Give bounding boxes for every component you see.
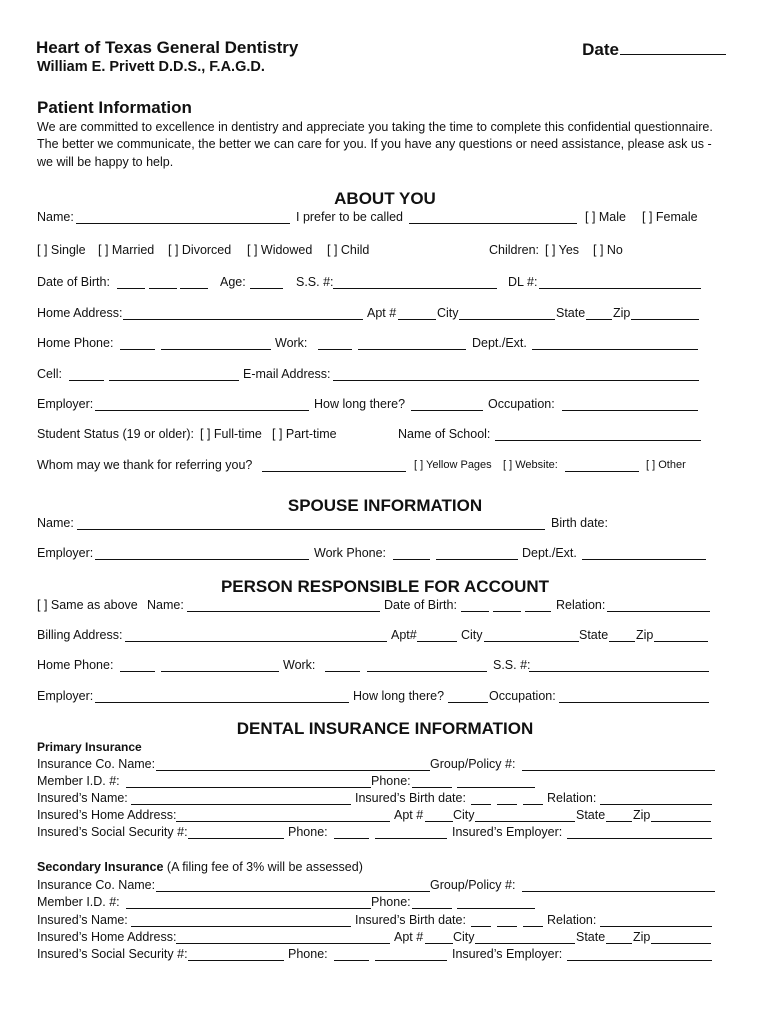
secondary-member-field[interactable] — [126, 895, 371, 909]
primary-co-field[interactable] — [156, 757, 430, 771]
billing-zip-field[interactable] — [654, 628, 708, 642]
billing-city-field[interactable] — [484, 628, 579, 642]
primary-co-label: Insurance Co. Name: — [37, 757, 156, 771]
secondary-birth-day-field[interactable] — [497, 913, 517, 927]
primary-state-label: State — [576, 808, 606, 822]
primary-home-field[interactable] — [176, 808, 390, 822]
city-label: City — [437, 306, 459, 320]
responsible-occupation-field[interactable] — [559, 689, 709, 703]
primary-birth-year-field[interactable] — [523, 791, 543, 805]
apt-field[interactable] — [398, 306, 436, 320]
cell-label: Cell: — [37, 367, 63, 381]
responsible-how-long-field[interactable] — [448, 689, 488, 703]
primary-zip-field[interactable] — [651, 808, 711, 822]
primary-ss-phone-label: Phone: — [288, 825, 328, 839]
secondary-relation-field[interactable] — [600, 913, 712, 927]
how-long-field[interactable] — [411, 397, 483, 411]
responsible-dob-month-field[interactable] — [461, 598, 489, 612]
responsible-work-label: Work: — [283, 658, 316, 672]
secondary-phone-label: Phone: — [371, 895, 411, 909]
primary-zip-label: Zip — [633, 808, 651, 822]
student-label: Student Status (19 or older): — [37, 427, 195, 441]
secondary-state-field[interactable] — [606, 930, 632, 944]
responsible-name-field[interactable] — [187, 598, 380, 612]
dept-field[interactable] — [532, 336, 698, 350]
dob-label: Date of Birth: — [37, 275, 110, 289]
name-field[interactable] — [76, 210, 290, 224]
dob-year-field[interactable] — [180, 275, 208, 289]
name-label: Name: — [37, 210, 74, 224]
billing-apt-label: Apt# — [391, 628, 417, 642]
yellow-pages-checkbox[interactable]: [ ] Yellow Pages — [414, 459, 492, 471]
responsible-how-long-label: How long there? — [353, 689, 445, 703]
primary-relation-label: Relation: — [547, 791, 597, 805]
spouse-dept-field[interactable] — [582, 546, 706, 560]
secondary-co-label: Insurance Co. Name: — [37, 878, 156, 892]
city-field[interactable] — [459, 306, 555, 320]
responsible-ss-field[interactable] — [529, 658, 709, 672]
responsible-dob-label: Date of Birth: — [384, 598, 457, 612]
home-phone-number-field[interactable] — [161, 336, 271, 350]
secondary-group-label: Group/Policy #: — [430, 878, 516, 892]
secondary-city-label: City — [453, 930, 475, 944]
responsible-work-area-field[interactable] — [325, 658, 360, 672]
billing-label: Billing Address: — [37, 628, 123, 642]
billing-apt-field[interactable] — [417, 628, 457, 642]
responsible-relation-field[interactable] — [607, 598, 710, 612]
responsible-employer-field[interactable] — [95, 689, 349, 703]
secondary-ss-label: Insured’s Social Security #: — [37, 947, 188, 961]
employer-label: Employer: — [37, 397, 94, 411]
secondary-insured-name-label: Insured’s Name: — [37, 913, 128, 927]
email-field[interactable] — [333, 367, 699, 381]
zip-label: Zip — [613, 306, 631, 320]
dl-label: DL #: — [508, 275, 538, 289]
married-checkbox[interactable]: [ ] Married — [98, 243, 155, 257]
ss-label: S.S. #: — [296, 275, 334, 289]
secondary-ss-phone-area-field[interactable] — [334, 947, 369, 961]
how-long-label: How long there? — [314, 397, 406, 411]
secondary-state-label: State — [576, 930, 606, 944]
primary-apt-label: Apt # — [394, 808, 424, 822]
secondary-co-field[interactable] — [156, 878, 430, 892]
children-yes-checkbox[interactable]: [ ] Yes — [545, 243, 580, 257]
home-phone-area-field[interactable] — [120, 336, 155, 350]
secondary-group-field[interactable] — [522, 878, 715, 892]
website-field[interactable] — [565, 458, 639, 472]
cell-area-field[interactable] — [69, 367, 104, 381]
dl-field[interactable] — [539, 275, 701, 289]
school-label: Name of School: — [398, 427, 491, 441]
responsible-occupation-label: Occupation: — [489, 689, 556, 703]
spouse-name-field[interactable] — [77, 516, 545, 530]
male-checkbox[interactable]: [ ] Male — [585, 210, 626, 224]
responsible-dob-year-field[interactable] — [525, 598, 551, 612]
occupation-label: Occupation: — [488, 397, 555, 411]
practice-name: Heart of Texas General Dentistry — [36, 38, 299, 57]
primary-insured-name-label: Insured’s Name: — [37, 791, 128, 805]
primary-ss-phone-area-field[interactable] — [334, 825, 369, 839]
secondary-insurance-label — [37, 860, 363, 874]
secondary-member-label: Member I.D. #: — [37, 895, 120, 909]
secondary-fee-note: (A filing fee of 3% will be assessed) — [163, 860, 363, 874]
age-field[interactable] — [250, 275, 283, 289]
secondary-zip-label: Zip — [633, 930, 651, 944]
primary-insured-name-field[interactable] — [131, 791, 351, 805]
primary-city-field[interactable] — [475, 808, 575, 822]
responsible-ss-label: S.S. #: — [493, 658, 531, 672]
divorced-checkbox[interactable]: [ ] Divorced — [168, 243, 232, 257]
email-label: E-mail Address: — [243, 367, 331, 381]
primary-relation-field[interactable] — [600, 791, 712, 805]
secondary-city-field[interactable] — [475, 930, 575, 944]
primary-city-label: City — [453, 808, 475, 822]
state-field[interactable] — [586, 306, 612, 320]
other-checkbox[interactable]: [ ] Other — [646, 459, 686, 471]
billing-city-label: City — [461, 628, 483, 642]
work-phone-area-field[interactable] — [318, 336, 352, 350]
billing-state-label: State — [579, 628, 609, 642]
intro-paragraph: We are committed to excellence in dentistry and appreciate you taking the time to complete this confidential questionnaire. The better we communicate, the better we can care for you. If you have any questions or need assistance, please ask us - we will be happy to help. — [37, 120, 713, 169]
primary-ss-field[interactable] — [188, 825, 284, 839]
female-checkbox[interactable]: [ ] Female — [642, 210, 698, 224]
dob-month-field[interactable] — [117, 275, 145, 289]
cell-number-field[interactable] — [109, 367, 239, 381]
responsible-relation-label: Relation: — [556, 598, 606, 612]
website-checkbox[interactable]: [ ] Website: — [503, 459, 558, 471]
secondary-insurance-heading — [37, 860, 363, 876]
referral-label: Whom may we thank for referring you? — [37, 458, 253, 472]
secondary-insured-employer-label: Insured’s Employer: — [452, 947, 563, 961]
secondary-home-label: Insured’s Home Address: — [37, 930, 177, 944]
work-label: Work: — [275, 336, 308, 350]
ss-field[interactable] — [333, 275, 497, 289]
secondary-phone-area-field[interactable] — [412, 895, 452, 909]
primary-member-field[interactable] — [126, 774, 371, 788]
primary-insurance-label: Primary Insurance — [37, 740, 142, 754]
primary-state-field[interactable] — [606, 808, 632, 822]
primary-birth-day-field[interactable] — [497, 791, 517, 805]
zip-field[interactable] — [631, 306, 699, 320]
children-label: Children: — [489, 243, 540, 257]
date-label: Date — [582, 40, 619, 59]
dob-day-field[interactable] — [149, 275, 177, 289]
primary-phone-area-field[interactable] — [412, 774, 452, 788]
responsible-heading: PERSON RESPONSIBLE FOR ACCOUNT — [220, 577, 550, 596]
spouse-name-label: Name: — [37, 516, 74, 530]
referral-field[interactable] — [262, 458, 406, 472]
secondary-home-field[interactable] — [176, 930, 390, 944]
billing-field[interactable] — [125, 628, 387, 642]
secondary-insured-employer-field[interactable] — [567, 947, 712, 961]
patient-info-title: Patient Information — [37, 98, 192, 117]
primary-member-label: Member I.D. #: — [37, 774, 120, 788]
secondary-apt-label: Apt # — [394, 930, 424, 944]
spouse-dept-label: Dept./Ext. — [522, 546, 577, 560]
primary-insured-employer-field[interactable] — [567, 825, 712, 839]
child-checkbox[interactable]: [ ] Child — [327, 243, 370, 257]
spouse-employer-label: Employer: — [37, 546, 94, 560]
primary-ss-phone-number-field[interactable] — [375, 825, 447, 839]
spouse-employer-field[interactable] — [95, 546, 309, 560]
responsible-employer-label: Employer: — [37, 689, 94, 703]
primary-insured-birth-label: Insured’s Birth date: — [355, 791, 466, 805]
primary-group-field[interactable] — [522, 757, 715, 771]
secondary-zip-field[interactable] — [651, 930, 711, 944]
spouse-work-number-field[interactable] — [436, 546, 518, 560]
prefer-field[interactable] — [409, 210, 577, 224]
responsible-home-phone-label: Home Phone: — [37, 658, 114, 672]
spouse-work-area-field[interactable] — [393, 546, 430, 560]
secondary-ss-phone-number-field[interactable] — [375, 947, 447, 961]
part-time-checkbox[interactable]: [ ] Part-time — [272, 427, 337, 441]
single-checkbox[interactable]: [ ] Single — [37, 243, 86, 257]
responsible-home-area-field[interactable] — [120, 658, 155, 672]
date-line[interactable] — [620, 38, 726, 55]
employer-field[interactable] — [95, 397, 309, 411]
secondary-insured-birth-label: Insured’s Birth date: — [355, 913, 466, 927]
home-phone-label: Home Phone: — [37, 336, 114, 350]
primary-ss-label: Insured’s Social Security #: — [37, 825, 188, 839]
billing-zip-label: Zip — [636, 628, 654, 642]
primary-group-label: Group/Policy #: — [430, 757, 516, 771]
apt-label: Apt # — [367, 306, 397, 320]
full-time-checkbox[interactable]: [ ] Full-time — [200, 427, 262, 441]
secondary-ss-field[interactable] — [188, 947, 284, 961]
home-address-field[interactable] — [123, 306, 363, 320]
school-field[interactable] — [495, 427, 701, 441]
responsible-name-label: Name: — [147, 598, 184, 612]
primary-home-label: Insured’s Home Address: — [37, 808, 177, 822]
secondary-relation-label: Relation: — [547, 913, 597, 927]
spouse-work-phone-label: Work Phone: — [314, 546, 387, 560]
occupation-field[interactable] — [562, 397, 698, 411]
primary-insured-employer-label: Insured’s Employer: — [452, 825, 563, 839]
primary-apt-field[interactable] — [425, 808, 453, 822]
secondary-birth-year-field[interactable] — [523, 913, 543, 927]
primary-phone-label: Phone: — [371, 774, 411, 788]
doctor-name: William E. Privett D.D.S., F.A.G.D. — [37, 59, 265, 75]
age-label: Age: — [220, 275, 246, 289]
same-as-above-checkbox[interactable]: [ ] Same as above — [37, 598, 138, 612]
secondary-insurance-title: Secondary Insurance — [37, 860, 164, 874]
date-field[interactable] — [582, 38, 726, 60]
responsible-work-number-field[interactable] — [367, 658, 487, 672]
primary-birth-month-field[interactable] — [471, 791, 491, 805]
secondary-apt-field[interactable] — [425, 930, 453, 944]
primary-phone-number-field[interactable] — [457, 774, 535, 788]
dept-label: Dept./Ext. — [472, 336, 527, 350]
billing-state-field[interactable] — [609, 628, 635, 642]
children-no-checkbox[interactable]: [ ] No — [593, 243, 623, 257]
secondary-insured-name-field[interactable] — [131, 913, 351, 927]
prefer-label: I prefer to be called — [296, 210, 404, 224]
widowed-checkbox[interactable]: [ ] Widowed — [247, 243, 313, 257]
insurance-heading: DENTAL INSURANCE INFORMATION — [236, 719, 534, 738]
responsible-dob-day-field[interactable] — [493, 598, 521, 612]
secondary-phone-number-field[interactable] — [457, 895, 535, 909]
work-phone-number-field[interactable] — [358, 336, 466, 350]
spouse-birth-date-label: Birth date: — [551, 516, 608, 530]
secondary-ss-phone-label: Phone: — [288, 947, 328, 961]
spouse-heading: SPOUSE INFORMATION — [287, 496, 483, 515]
responsible-home-number-field[interactable] — [161, 658, 279, 672]
state-label: State — [556, 306, 586, 320]
home-address-label: Home Address: — [37, 306, 123, 320]
about-you-heading: ABOUT YOU — [334, 189, 436, 208]
secondary-birth-month-field[interactable] — [471, 913, 491, 927]
